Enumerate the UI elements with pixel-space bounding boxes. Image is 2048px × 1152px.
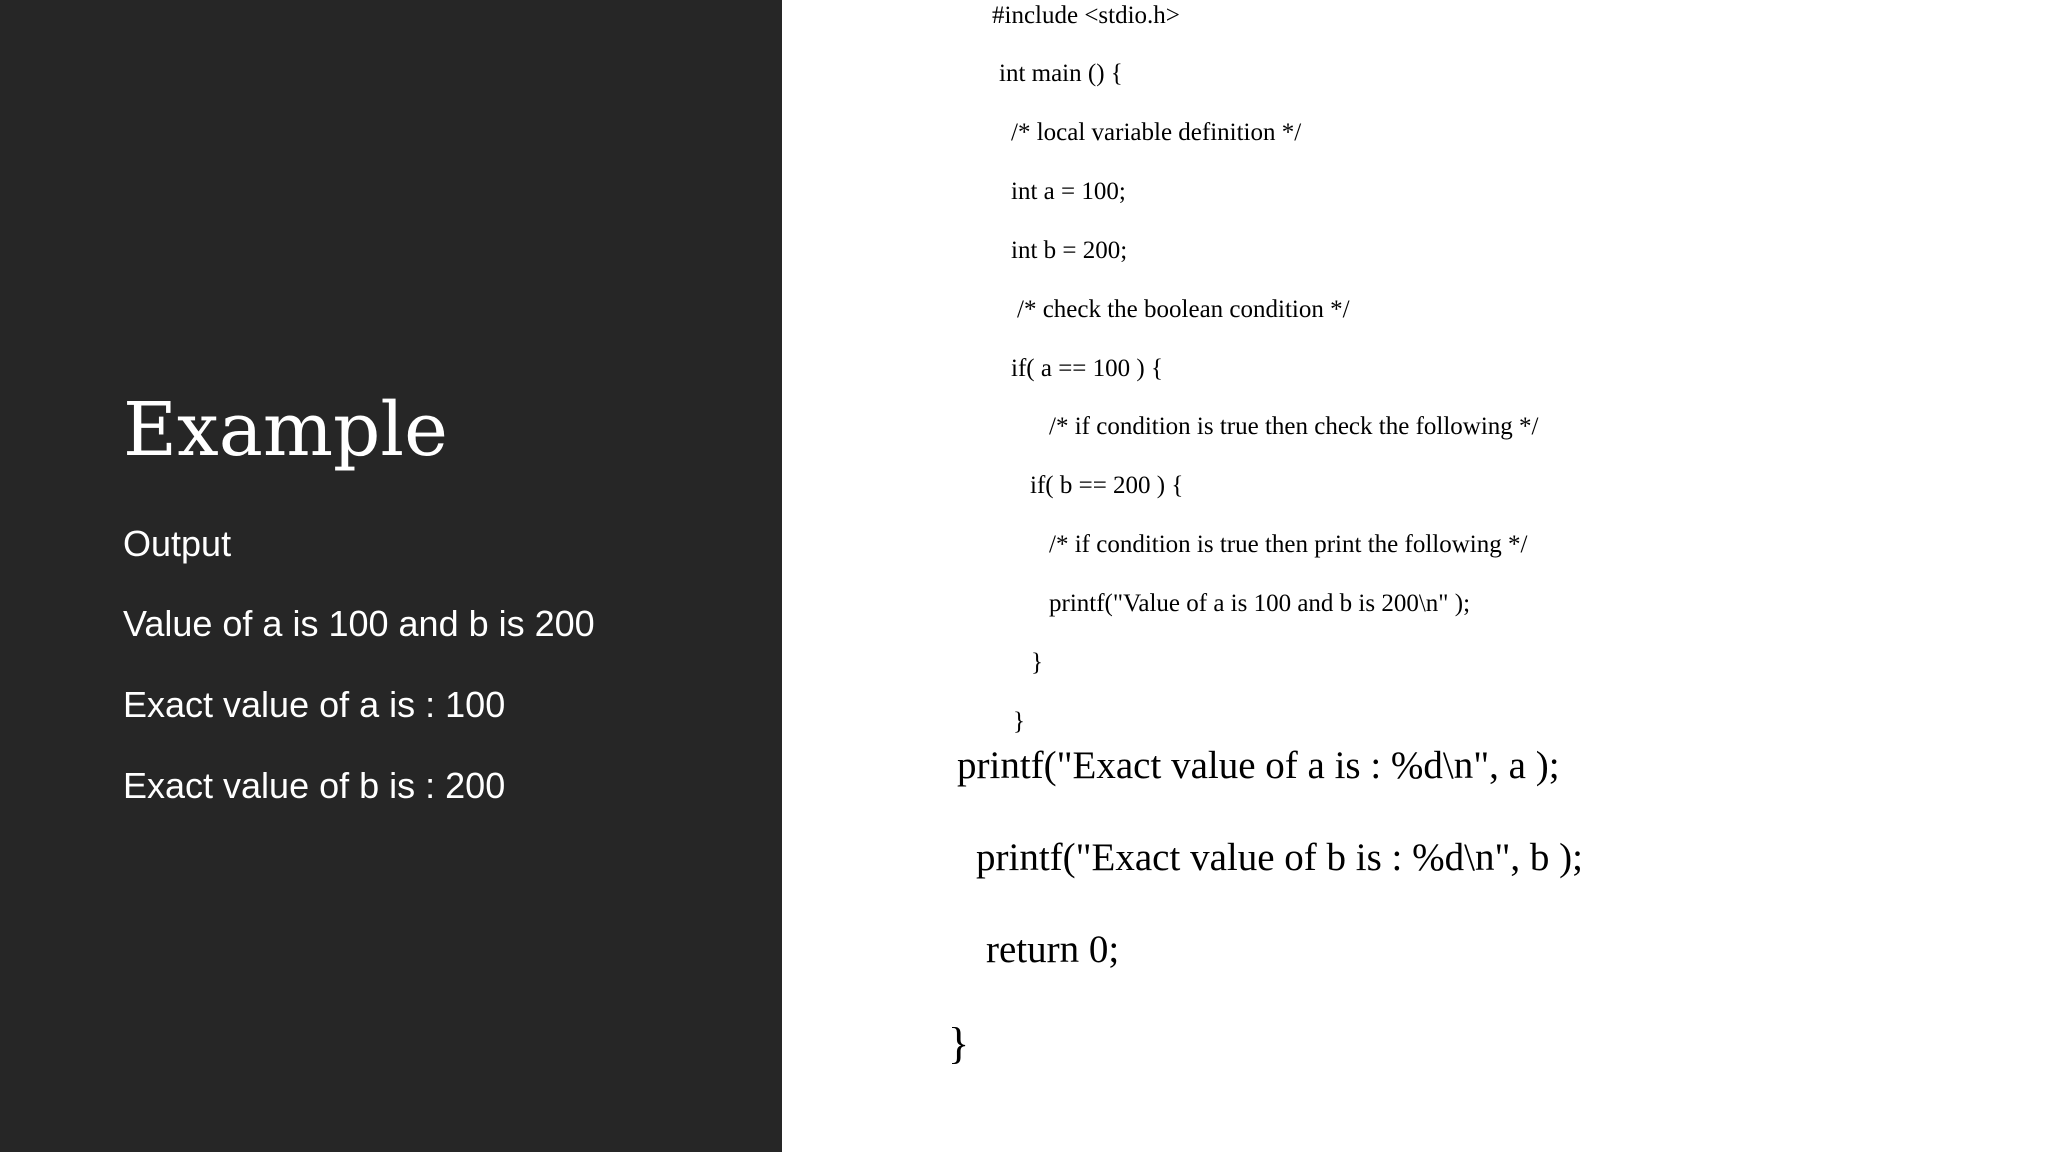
code-line-if-b: if( b == 200 ) {: [1030, 472, 1184, 499]
code-line-include: #include <stdio.h>: [992, 2, 1180, 29]
slide-title: Example: [123, 387, 448, 473]
code-panel: [782, 0, 2048, 1152]
left-panel: [0, 0, 782, 1152]
code-line-printf-a: printf("Exact value of a is : %d\n", a );: [957, 744, 1560, 787]
output-heading: Output: [123, 523, 232, 564]
code-line-close-main: }: [948, 1019, 970, 1068]
code-line-int-a: int a = 100;: [1011, 178, 1126, 205]
code-line-int-b: int b = 200;: [1011, 237, 1128, 264]
code-line-printf-value: printf("Value of a is 100 and b is 200\n" );: [1049, 590, 1471, 617]
code-line-close-inner: }: [1031, 649, 1043, 676]
code-line-comment-print: /* if condition is true then print the following */: [1049, 531, 1528, 558]
code-line-return: return 0;: [986, 928, 1120, 971]
output-line-3: Exact value of b is : 200: [123, 765, 506, 806]
code-line-comment-local: /* local variable definition */: [1011, 119, 1302, 146]
output-line-2: Exact value of a is : 100: [123, 684, 506, 725]
code-line-main: int main () {: [999, 60, 1123, 87]
code-line-close-outer: }: [1013, 708, 1025, 735]
code-line-comment-check: /* check the boolean condition */: [1017, 296, 1350, 323]
code-line-if-a: if( a == 100 ) {: [1011, 355, 1163, 382]
code-line-printf-b: printf("Exact value of b is : %d\n", b );: [976, 836, 1583, 879]
output-line-1: Value of a is 100 and b is 200: [123, 603, 595, 644]
code-line-comment-if-true: /* if condition is true then check the following */: [1049, 413, 1539, 440]
